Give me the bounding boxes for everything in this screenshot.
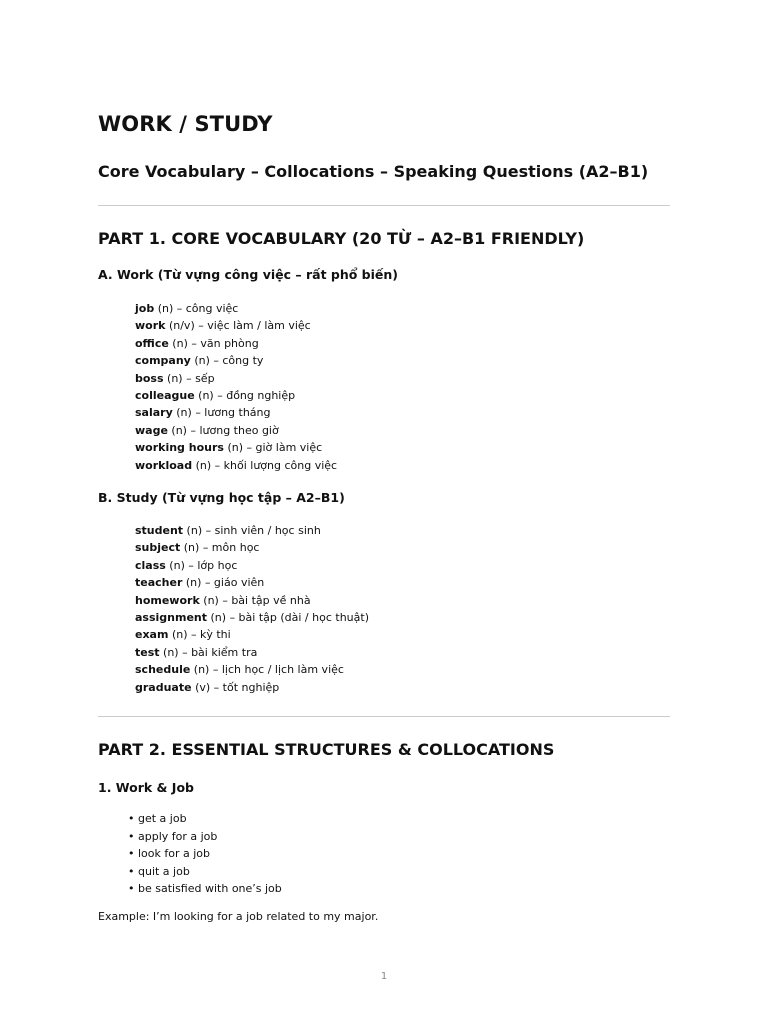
vocab-term: class [135, 558, 166, 572]
vocab-term: work [135, 319, 166, 333]
item-text [135, 439, 322, 456]
item-text [135, 387, 295, 404]
vocab-term: schedule [135, 663, 191, 677]
bullet-item: • apply for a job [128, 829, 218, 843]
item-text [135, 300, 238, 317]
vocab-definition: (n) – văn phòng [168, 336, 259, 350]
vocab-term: wage [135, 423, 168, 437]
item-text [135, 422, 279, 439]
bullet-item: • look for a job [128, 847, 210, 860]
vocab-definition: (n) – lịch học / lịch làm việc [190, 663, 344, 677]
vocab-definition: (n) – bài tập (dài / học thuật) [207, 610, 369, 624]
item-text [135, 609, 369, 626]
item-text [135, 574, 264, 591]
item-text [135, 644, 257, 661]
item-text [135, 626, 231, 643]
vocab-term: colleague [135, 388, 195, 402]
vocab-definition: (n) – đồng nghiệp [194, 388, 296, 402]
item-text [135, 335, 259, 352]
vocab-term: student [135, 524, 184, 537]
vocab-definition: (n) – lương theo giờ [167, 423, 279, 437]
vocab-term: assignment [135, 610, 208, 624]
vocab-definition: (n) – công ty [190, 354, 264, 368]
item-text [135, 539, 259, 556]
section-1-heading: 1. Work & Job [98, 780, 194, 795]
part2-heading: PART 2. ESSENTIAL STRUCTURES & COLLOCATIONS [98, 740, 555, 759]
vocab-definition: (n) – lớp học [165, 558, 238, 572]
part1-heading: PART 1. CORE VOCABULARY (20 TỪ – A2–B1 FRIENDLY) [98, 229, 585, 248]
vocab-term: salary [135, 406, 173, 420]
document-title: WORK / STUDY [98, 112, 273, 136]
vocab-term: boss [135, 371, 164, 385]
item-text [135, 457, 337, 474]
vocab-definition: (n/v) – việc làm / làm việc [165, 319, 311, 333]
vocab-term: workload [135, 458, 193, 472]
item-text [135, 317, 311, 334]
vocab-definition: (n) – bài kiểm tra [159, 645, 258, 659]
example-sentence: Example: I’m looking for a job related to my major. [98, 910, 379, 923]
item-text [135, 370, 215, 387]
document-subtitle: Core Vocabulary – Collocations – Speaking Questions (A2–B1) [98, 162, 649, 181]
vocab-definition: (n) – bài tập về nhà [199, 593, 311, 607]
section-b-heading: B. Study (Từ vựng học tập – A2–B1) [98, 490, 345, 505]
section-a-heading: A. Work (Từ vựng công việc – rất phổ biến) [98, 267, 399, 282]
vocab-term: exam [135, 628, 169, 642]
vocab-definition: (n) – giờ làm việc [223, 441, 323, 455]
vocab-definition: (v) – tốt nghiệp [191, 680, 280, 694]
item-text [135, 661, 344, 678]
vocab-term: teacher [135, 576, 183, 590]
item-text [135, 592, 311, 609]
vocab-definition: (n) – giáo viên [182, 576, 265, 590]
vocab-term: graduate [135, 680, 192, 694]
vocab-term: subject [135, 541, 181, 555]
vocab-definition: (n) – sinh viên / học sinh [183, 524, 321, 537]
vocab-definition: (n) – khối lượng công việc [192, 458, 338, 472]
vocab-definition: (n) – kỳ thi [168, 628, 231, 642]
vocab-term: test [135, 645, 160, 659]
item-text [135, 522, 321, 539]
vocab-term: working hours [135, 441, 224, 455]
divider [98, 716, 670, 717]
divider [98, 205, 670, 206]
item-text [135, 352, 263, 369]
vocab-definition: (n) – lương tháng [172, 406, 271, 420]
page-number: 1 [380, 971, 388, 982]
bullet-item: • quit a job [128, 864, 190, 878]
item-text [135, 557, 237, 574]
vocab-term: homework [135, 593, 200, 607]
bullet-item: • get a job [128, 812, 187, 825]
vocab-definition: (n) – sếp [163, 371, 215, 385]
item-text [135, 679, 279, 696]
vocab-term: company [135, 354, 191, 368]
vocab-term: office [135, 336, 169, 350]
item-text [135, 404, 271, 421]
vocab-term: job [135, 302, 155, 315]
collocation-list [98, 810, 282, 898]
vocab-definition: (n) – công việc [154, 302, 239, 315]
bullet-item: • be satisfied with one’s job [128, 882, 282, 895]
vocab-definition: (n) – môn học [180, 541, 260, 555]
